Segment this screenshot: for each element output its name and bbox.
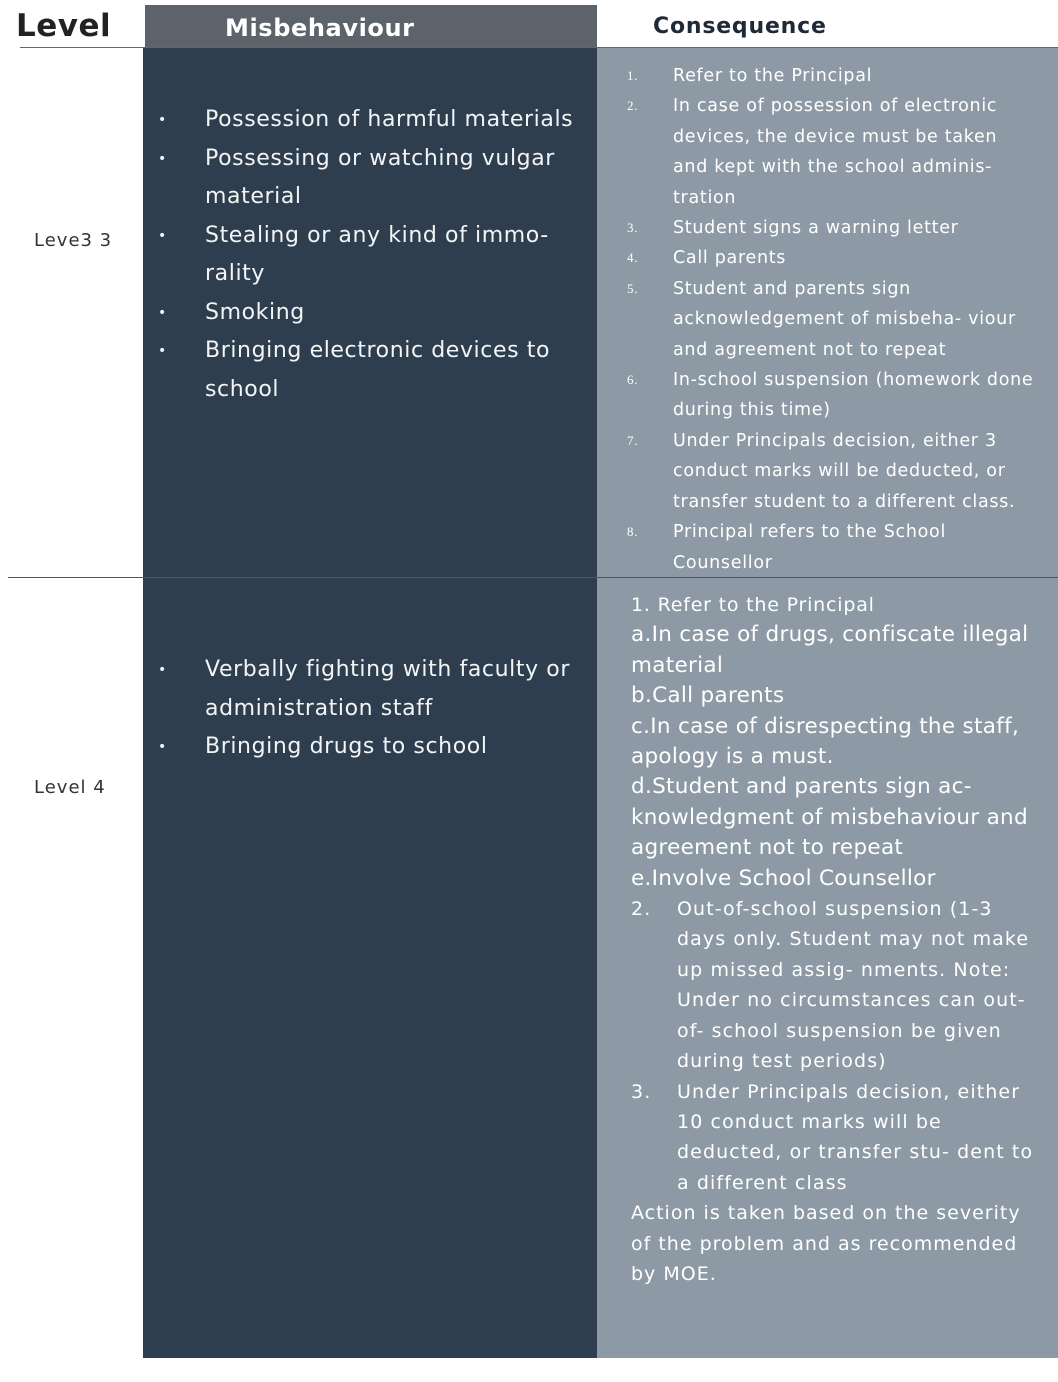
consequence-sub-item: e.Involve School Counsellor (631, 865, 936, 891)
consequence-footer-note: Action is taken based on the severity of the problem and as recommended by MOE. (631, 1202, 1021, 1285)
list-item: • Bringing electronic devices to school (143, 332, 585, 409)
list-item: 1. Refer to the Principal (627, 66, 873, 86)
misbehaviour-column-header: Misbehaviour (225, 14, 415, 42)
level-3-consequence-list (624, 61, 1034, 578)
list-item: • Stealing or any kind of immo- rality (143, 217, 585, 294)
level-4-misbehaviour-list (143, 651, 585, 767)
consequence-intro: 1. Refer to the Principal (631, 594, 875, 616)
consequence-sub-item: d.Student and parents sign ac- knowledgment of misbehaviour and agreement not to repeat (631, 774, 1028, 861)
bullet-icon: • (158, 150, 167, 167)
level-4-label: Level 4 (34, 777, 106, 798)
header-divider (20, 47, 1058, 48)
list-item: 2. Out-of-school suspension (1-3 days only. Student may not make up missed assig- nments. Note: Under no circumstances can out-of- school suspension be given during test periods) (631, 898, 1030, 1073)
list-item: 7. Under Principals decision, either 3 conduct marks will be deducted, or transfer student to a different class. (627, 430, 1016, 512)
level-4-consequence-list (631, 590, 1036, 1289)
level-3-misbehaviour-list (143, 101, 585, 409)
list-item: • Smoking (143, 294, 585, 333)
bullet-icon: • (158, 343, 167, 359)
consequence-sub-item: b.Call parents (631, 683, 785, 709)
bullet-icon: • (158, 227, 167, 244)
consequence-sub-item: a.In case of drugs, confiscate illegal material (631, 622, 1029, 678)
consequence-column-header: Consequence (653, 14, 827, 39)
list-item: 3. Under Principals decision, either 10 conduct marks will be deducted, or transfer stu- dent to a different class (631, 1080, 1034, 1194)
list-item: • Possession of harmful materials (143, 101, 585, 140)
bullet-icon: • (158, 304, 167, 321)
bullet-icon: • (158, 662, 167, 678)
bullet-icon: • (158, 112, 167, 128)
level-column-header: Level (16, 8, 112, 44)
list-item: 8. Principal refers to the School Counsellor (627, 522, 947, 573)
list-item: 5. Student and parents sign acknowledgement of misbeha- viour and agreement not to repeat (627, 278, 1016, 360)
list-item: 2. In case of possession of electronic devices, the device must be taken and kept with the school adminis- tration (627, 96, 998, 208)
list-item: • Bringing drugs to school (143, 728, 585, 767)
list-item: 3. Student signs a warning letter (627, 218, 959, 239)
list-item: 4. Call parents (627, 248, 787, 269)
consequence-sub-item: c.In case of disrespecting the staff, apology is a must. (631, 713, 1020, 770)
level-3-label: Leve3 3 (34, 230, 113, 251)
bullet-icon: • (158, 739, 167, 755)
list-item: 6. In-school suspension (homework done during this time) (627, 370, 1034, 421)
list-item: • Possessing or watching vulgar material (143, 140, 585, 217)
list-item: • Verbally fighting with faculty or administration staff (143, 651, 585, 728)
